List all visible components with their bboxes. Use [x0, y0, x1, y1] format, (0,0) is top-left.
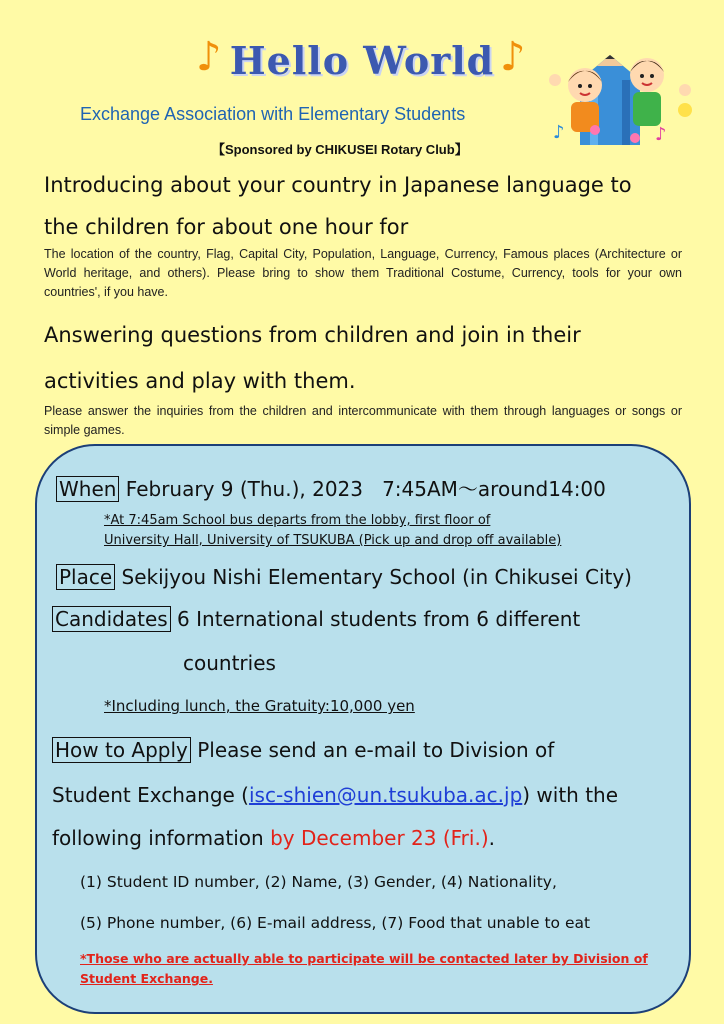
candidates-label: Candidates [52, 606, 171, 632]
info-line2: (5) Phone number, (6) E-mail address, (7) Food that unable to eat [80, 914, 591, 932]
section1-heading-line2: the children for about one hour for [44, 215, 409, 239]
music-note-icon: ♪ [196, 34, 222, 80]
children-pencil-illustration [535, 30, 705, 150]
apply-line1: Please send an e-mail to Division of [197, 738, 555, 762]
section2-heading-line2: activities and play with them. [44, 369, 356, 393]
place-label: Place [56, 564, 115, 590]
apply-line2 [52, 780, 618, 810]
svg-text:♪: ♪ [553, 122, 565, 143]
when-note-line1: *At 7:45am School bus departs from the lobby, first floor of [104, 513, 491, 528]
apply-line3-end: . [488, 826, 495, 850]
place-value: Sekijyou Nishi Elementary School (in Chikusei City) [121, 565, 632, 589]
apply-line2-text: Student Exchange ( [52, 783, 249, 807]
candidates-value-line2: countries [183, 651, 276, 675]
when-row [56, 474, 606, 504]
sponsor-line: 【Sponsored by CHIKUSEI Rotary Club】 [212, 142, 468, 157]
section1-heading-line1: Introducing about your country in Japanese language to [44, 173, 632, 197]
apply-line3 [52, 823, 495, 853]
svg-text:♪: ♪ [655, 124, 667, 145]
candidates-row [52, 604, 580, 634]
when-value: February 9 (Thu.), 2023 7:45AM～around14:00 [125, 477, 606, 501]
apply-line2-end: ) with the [522, 783, 619, 807]
music-note-icon: ♪ [500, 34, 526, 80]
deadline: by December 23 (Fri.) [270, 826, 489, 850]
page-title: Hello World [229, 38, 495, 83]
contact-note-line1: *Those who are actually able to participate will be contacted later by Division of [80, 951, 648, 966]
candidates-note: *Including lunch, the Gratuity:10,000 yen [104, 697, 415, 715]
when-label: When [56, 476, 119, 502]
candidates-value-line1: 6 International students from 6 different [177, 607, 581, 631]
section2-heading-line1: Answering questions from children and join in their [44, 323, 581, 347]
subtitle: Exchange Association with Elementary Students [80, 104, 466, 124]
info-line1: (1) Student ID number, (2) Name, (3) Gender, (4) Nationality, [80, 873, 557, 891]
contact-note-line2: Student Exchange. [80, 971, 213, 986]
place-row [56, 562, 632, 592]
email-link[interactable]: isc-shien@un.tsukuba.ac.jp [248, 783, 523, 807]
apply-row [52, 735, 554, 765]
when-note-line2: University Hall, University of TSUKUBA (Pick up and drop off available) [104, 533, 562, 548]
section1-body: The location of the country, Flag, Capital City, Population, Language, Currency, Famous places (Architecture or World heritage, and others). Please bring to show them Traditional Costume, Currency, tools for your own countries', if you have. [44, 247, 682, 299]
apply-label: How to Apply [52, 737, 191, 763]
section2-body: Please answer the inquiries from the children and intercommunicate with them through languages or songs or simple games. [44, 404, 682, 437]
apply-line3-text: following information [52, 826, 271, 850]
